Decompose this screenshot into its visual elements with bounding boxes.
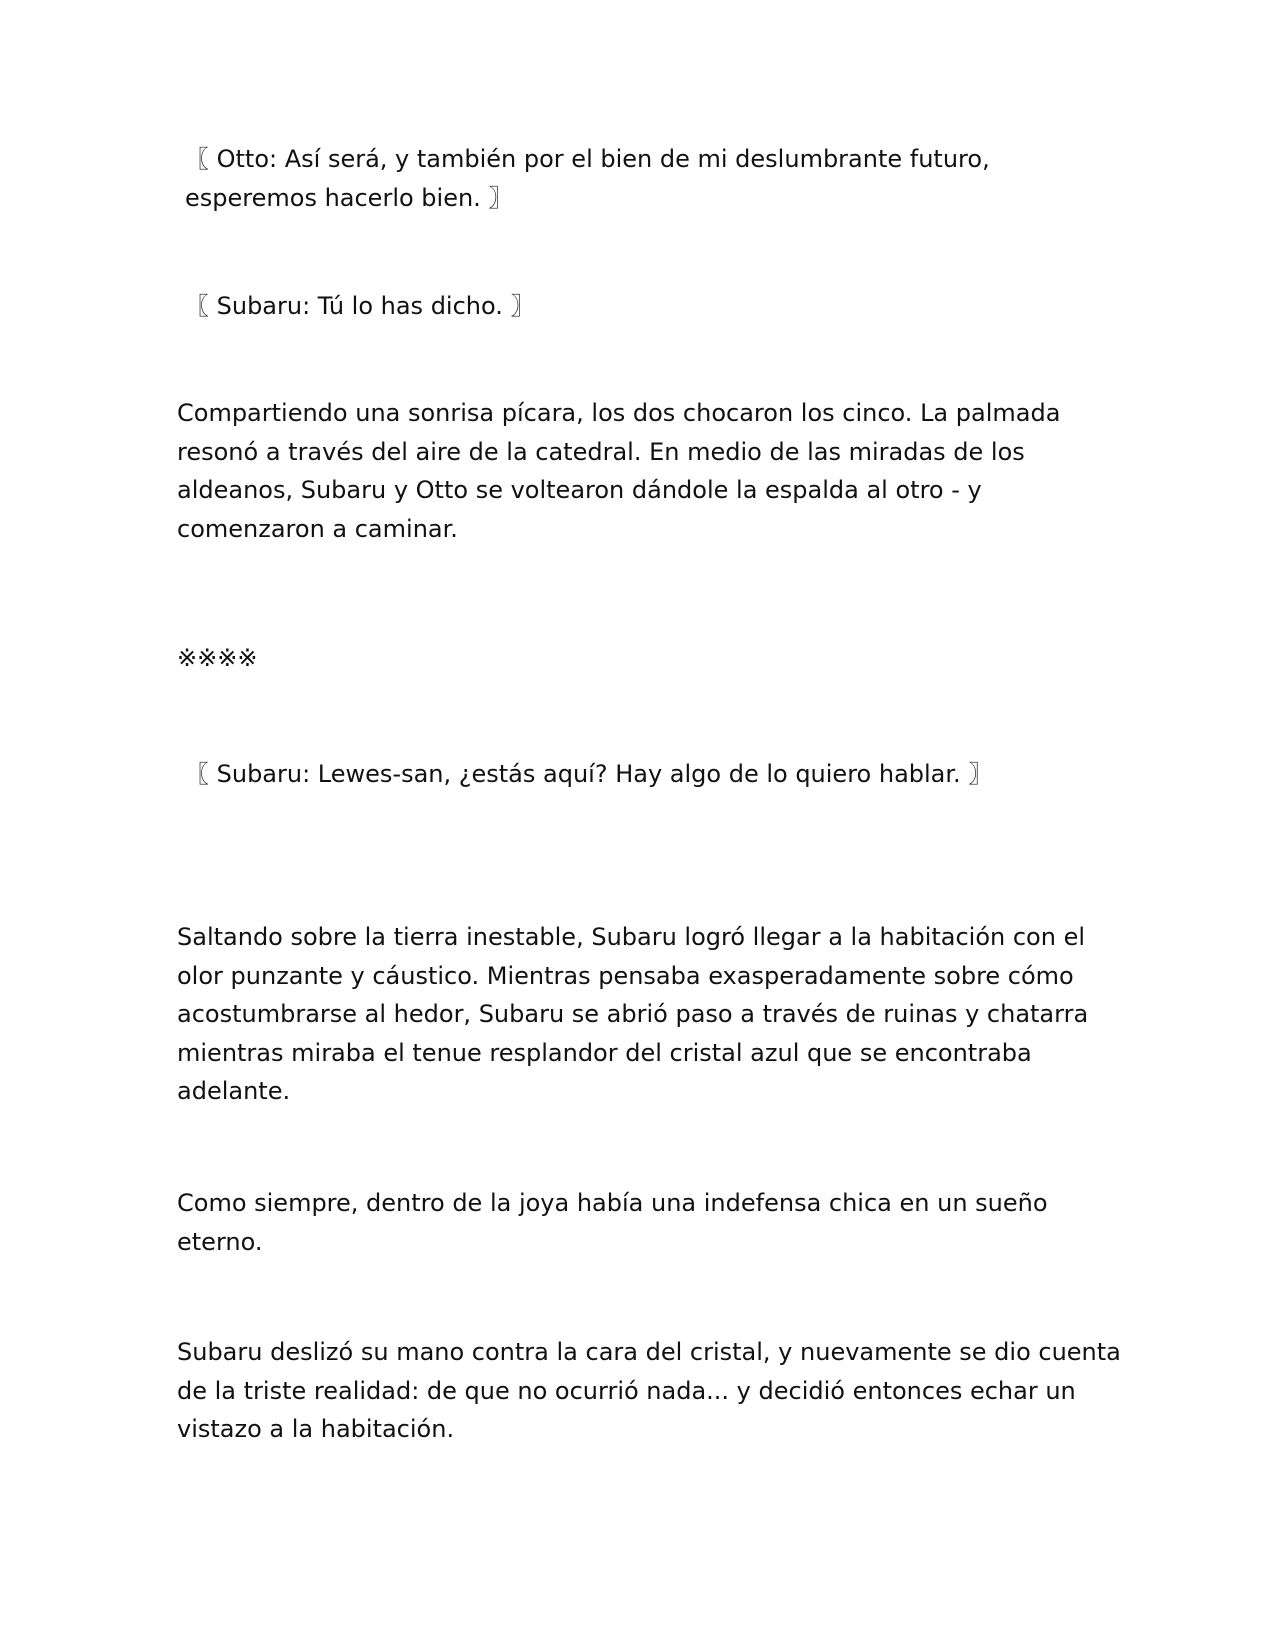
text-line: comenzaron a caminar. — [177, 514, 458, 543]
narration-sleeping-girl — [177, 1184, 1117, 1261]
text-line: de la triste realidad: de que no ocurrió nada... y decidió entonces echar un — [177, 1376, 1076, 1405]
text-line: vistazo a la habitación. — [177, 1415, 455, 1443]
narration-crystal-room — [177, 918, 1117, 1111]
text-line: resonó a través del aire de la catedral. En medio de las miradas de los — [177, 437, 1025, 466]
dialogue-subaru-lewes — [185, 755, 1125, 794]
dialogue-subaru-agree — [185, 287, 1125, 326]
text-line: acostumbrarse al hedor, Subaru se abrió paso a través de ruinas y chatarra — [177, 1000, 1089, 1028]
text-line: 〖 Otto: Así será, y también por el bien de mi deslumbrante futuro, — [185, 145, 990, 173]
text-line: adelante. — [177, 1077, 291, 1105]
text-line: mientras miraba el tenue resplandor del cristal azul que se encontraba — [177, 1038, 1032, 1067]
text-line: olor punzante y cáustico. Mientras pensaba exasperadamente sobre cómo — [177, 961, 1074, 990]
scene-separator — [177, 639, 1117, 678]
text-line: Saltando sobre la tierra inestable, Subaru logró llegar a la habitación con el — [177, 923, 1086, 951]
text-line: Subaru deslizó su mano contra la cara del cristal, y nuevamente se dio cuenta — [177, 1338, 1121, 1366]
narration-hand-on-crystal — [177, 1333, 1121, 1449]
dialogue-otto-future — [185, 140, 1125, 217]
text-line: aldeanos, Subaru y Otto se voltearon dándole la espalda al otro - y — [177, 476, 982, 504]
narration-high-five — [177, 394, 1117, 548]
text-line: 〖 Subaru: Tú lo has dicho. 〗 — [185, 292, 535, 320]
text-line: eterno. — [177, 1227, 263, 1256]
text-line: Como siempre, dentro de la joya había una indefensa chica en un sueño — [177, 1189, 1048, 1217]
text-line: Compartiendo una sonrisa pícara, los dos chocaron los cinco. La palmada — [177, 399, 1061, 427]
text-line: 〖 Subaru: Lewes-san, ¿estás aquí? Hay algo de lo quiero hablar. 〗 — [185, 760, 993, 788]
text-line: esperemos hacerlo bien. 〗 — [185, 183, 513, 212]
separator-text: ※※※※ — [177, 644, 258, 672]
